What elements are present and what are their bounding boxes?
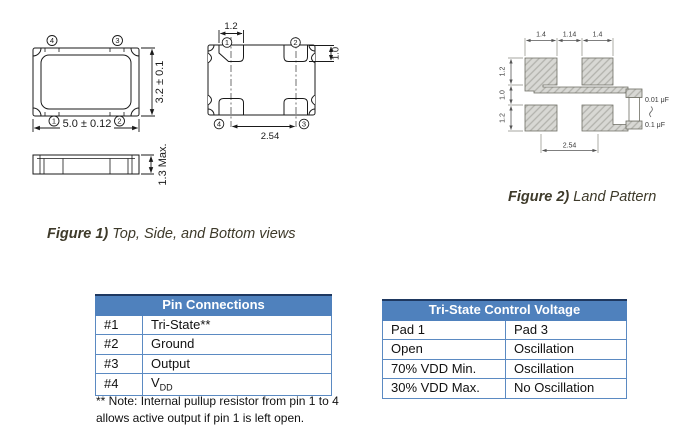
pad2	[582, 58, 613, 85]
pad3-cell: Oscillation	[506, 359, 627, 379]
pad1-cell: 30% VDD Max.	[383, 379, 506, 399]
dim-pad-pitch: 2.54	[562, 142, 577, 150]
capacitor-value-top: 0.01 μF	[645, 97, 669, 104]
figure1-caption-text: Top, Side, and Bottom views	[108, 226, 296, 242]
side-view-thickness-dim: 1.3 Max.	[157, 143, 169, 186]
capacitor-pad-top	[626, 89, 642, 98]
pin1-marker: 1	[224, 38, 230, 48]
pad-pitch-dim: 2.54	[260, 131, 280, 142]
dim-pad-width-right: 1.4	[592, 31, 603, 39]
pad-height-dim: 1.0	[330, 46, 342, 61]
pin-number: #4	[96, 374, 143, 396]
dim-row-gap: 1.0	[499, 90, 507, 100]
tristate-table-title: Tri-State Control Voltage	[383, 300, 627, 320]
dim-pad-height-bottom: 1.2	[499, 113, 507, 123]
note-line-2: allows active output if pin 1 is left open.	[96, 410, 305, 425]
table-row	[383, 379, 627, 399]
figure1-caption	[47, 226, 296, 242]
table-row	[96, 374, 332, 396]
top-view-height-dim: 3.2 ± 0.1	[154, 60, 166, 104]
figure2-land-pattern-drawing	[495, 20, 700, 175]
extension-lines	[508, 38, 613, 153]
dim-pad-width-left: 1.4	[536, 31, 546, 39]
pin1-marker: 1	[51, 116, 57, 126]
table-row	[383, 359, 627, 379]
pad4	[525, 105, 557, 131]
table-row	[96, 335, 332, 355]
pin-table-title: Pin Connections	[96, 295, 332, 315]
pin-function	[143, 374, 332, 396]
pin2-marker: 2	[293, 38, 298, 48]
pin-number: #3	[96, 354, 143, 374]
vdd-main: V	[151, 375, 160, 390]
pin-function: Tri-State**	[143, 315, 332, 335]
figure2-caption-label: Figure 2)	[508, 189, 570, 205]
pad1-cell: 70% VDD Min.	[383, 359, 506, 379]
figure2-caption-text: Land Pattern	[569, 189, 657, 205]
pad-centerlines	[231, 37, 296, 127]
side-view-outline	[33, 155, 139, 174]
pad1-cell: Pad 1	[383, 320, 506, 340]
pad1-cell: Open	[383, 340, 506, 360]
pin4-marker: 4	[49, 36, 55, 46]
table-row	[96, 354, 332, 374]
dimension-lines	[511, 41, 612, 151]
vdd-subscript: DD	[159, 382, 173, 393]
pin3-marker: 3	[115, 36, 120, 46]
pad-width-dim: 1.2	[224, 21, 238, 32]
pin-number: #2	[96, 335, 143, 355]
pin-table-note	[96, 393, 356, 426]
pad3-cell: Oscillation	[506, 340, 627, 360]
figure1-bottom-view-drawing	[195, 10, 345, 160]
pin3-marker: 3	[301, 119, 307, 129]
land-pads	[525, 58, 642, 131]
pin-connections-table	[95, 294, 332, 396]
range-squiggle	[650, 107, 653, 117]
capacitor-value-bottom: 0.1 μF	[645, 122, 665, 129]
figure2-caption	[508, 189, 656, 205]
top-view-width-dim: 5.0 ± 0.12	[62, 118, 112, 130]
capacitor-body	[629, 98, 640, 122]
figure1-caption-label: Figure 1)	[47, 226, 109, 242]
figure1-top-side-view-drawing	[20, 15, 195, 200]
pin-number: #1	[96, 315, 143, 335]
bottom-view-body-outline	[208, 45, 315, 115]
pad3-cell: No Oscillation	[506, 379, 627, 399]
pad3-cell: Pad 3	[506, 320, 627, 340]
dimension-lines	[216, 30, 334, 129]
pin-function: Ground	[143, 335, 332, 355]
table-row	[383, 340, 627, 360]
dim-pad-gap: 1.14	[562, 31, 577, 39]
pad3-with-trace	[582, 105, 628, 131]
pin2-marker: 2	[117, 116, 122, 126]
pin-function: Output	[143, 354, 332, 374]
note-line-1: ** Note: Internal pullup resistor from pin 1 to 4	[96, 394, 339, 408]
table-row	[383, 320, 627, 340]
bottom-view-pads	[219, 46, 308, 115]
dim-pad-height-top: 1.2	[499, 66, 507, 77]
table-row	[96, 315, 332, 335]
tristate-control-voltage-table	[382, 299, 627, 399]
pin4-marker: 4	[216, 119, 222, 129]
capacitor-pad-bottom	[626, 121, 642, 129]
edge-castellation-notches	[208, 53, 315, 105]
top-view-package-outline	[33, 48, 139, 116]
